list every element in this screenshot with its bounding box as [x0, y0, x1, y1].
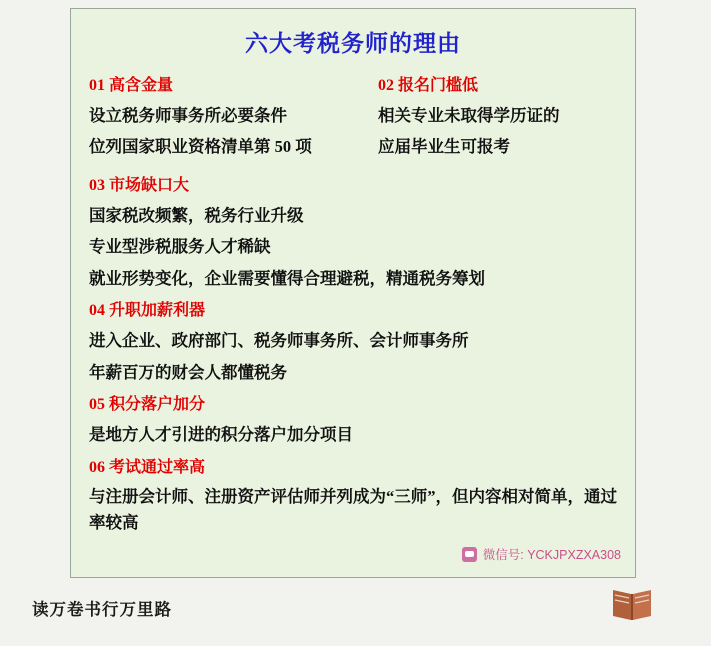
watermark: [462, 545, 621, 563]
section-05-number: 05: [89, 396, 105, 414]
section-03-line-3: 就业形势变化，企业需要懂得合理避税，精通税务筹划: [89, 268, 485, 288]
poster-body: [71, 64, 635, 536]
section-04-number: 04: [89, 302, 105, 320]
top-two-column-row: [89, 64, 619, 166]
section-06: [89, 458, 619, 536]
section-05-line-1: 是地方人才引进的积分落户加分项目: [89, 425, 353, 445]
open-book-icon: [611, 586, 653, 622]
section-05-title: 积分落户加分: [109, 396, 206, 414]
section-06-title: 考试通过率高: [109, 458, 206, 476]
section-03: [89, 176, 619, 291]
section-03-line-2: 专业型涉税服务人才稀缺: [89, 237, 271, 257]
section-02-heading: [378, 76, 619, 97]
section-03-line-1: 国家税改频繁，税务行业升级: [89, 205, 304, 225]
section-01-heading: [89, 76, 354, 97]
section-03-title: 市场缺口大: [109, 176, 190, 194]
section-04-line-1: 进入企业、政府部门、税务师事务所、会计师事务所: [89, 331, 469, 351]
section-03-heading: [89, 176, 619, 197]
section-02-line-1: 相关专业未取得学历证的: [378, 105, 560, 125]
page-title: 六大考税务师的理由: [245, 31, 461, 56]
section-05-heading: [89, 395, 619, 416]
section-03-number: 03: [89, 176, 105, 194]
section-06-heading: [89, 458, 619, 479]
wechat-icon: [462, 547, 477, 562]
section-04-title: 升职加薪利器: [109, 302, 206, 320]
section-01-line-1: 设立税务师事务所必要条件: [89, 105, 287, 125]
section-02: [354, 64, 619, 166]
section-01-line-2: 位列国家职业资格清单第 50 项: [89, 137, 312, 157]
section-01: [89, 64, 354, 166]
section-05: [89, 395, 619, 447]
section-06-number: 06: [89, 458, 105, 476]
footer-slogan: 读万卷书行万里路: [32, 600, 172, 619]
section-02-line-2: 应届毕业生可报考: [378, 137, 510, 157]
poster-card: [70, 8, 636, 578]
section-04-line-2: 年薪百万的财会人都懂税务: [89, 362, 287, 382]
watermark-text: 微信号: YCKJPXZXA308: [482, 548, 621, 562]
section-04: [89, 301, 619, 385]
section-02-number: 02: [378, 77, 394, 94]
section-02-title: 报名门槛低: [398, 77, 479, 94]
section-06-line-1: 与注册会计师、注册资产评估师并列成为“三师”，但内容相对简单，通过率较高: [89, 487, 617, 533]
section-01-title: 高含金量: [109, 77, 174, 94]
section-04-heading: [89, 301, 619, 322]
section-01-number: 01: [89, 77, 105, 94]
footer: [0, 578, 711, 646]
